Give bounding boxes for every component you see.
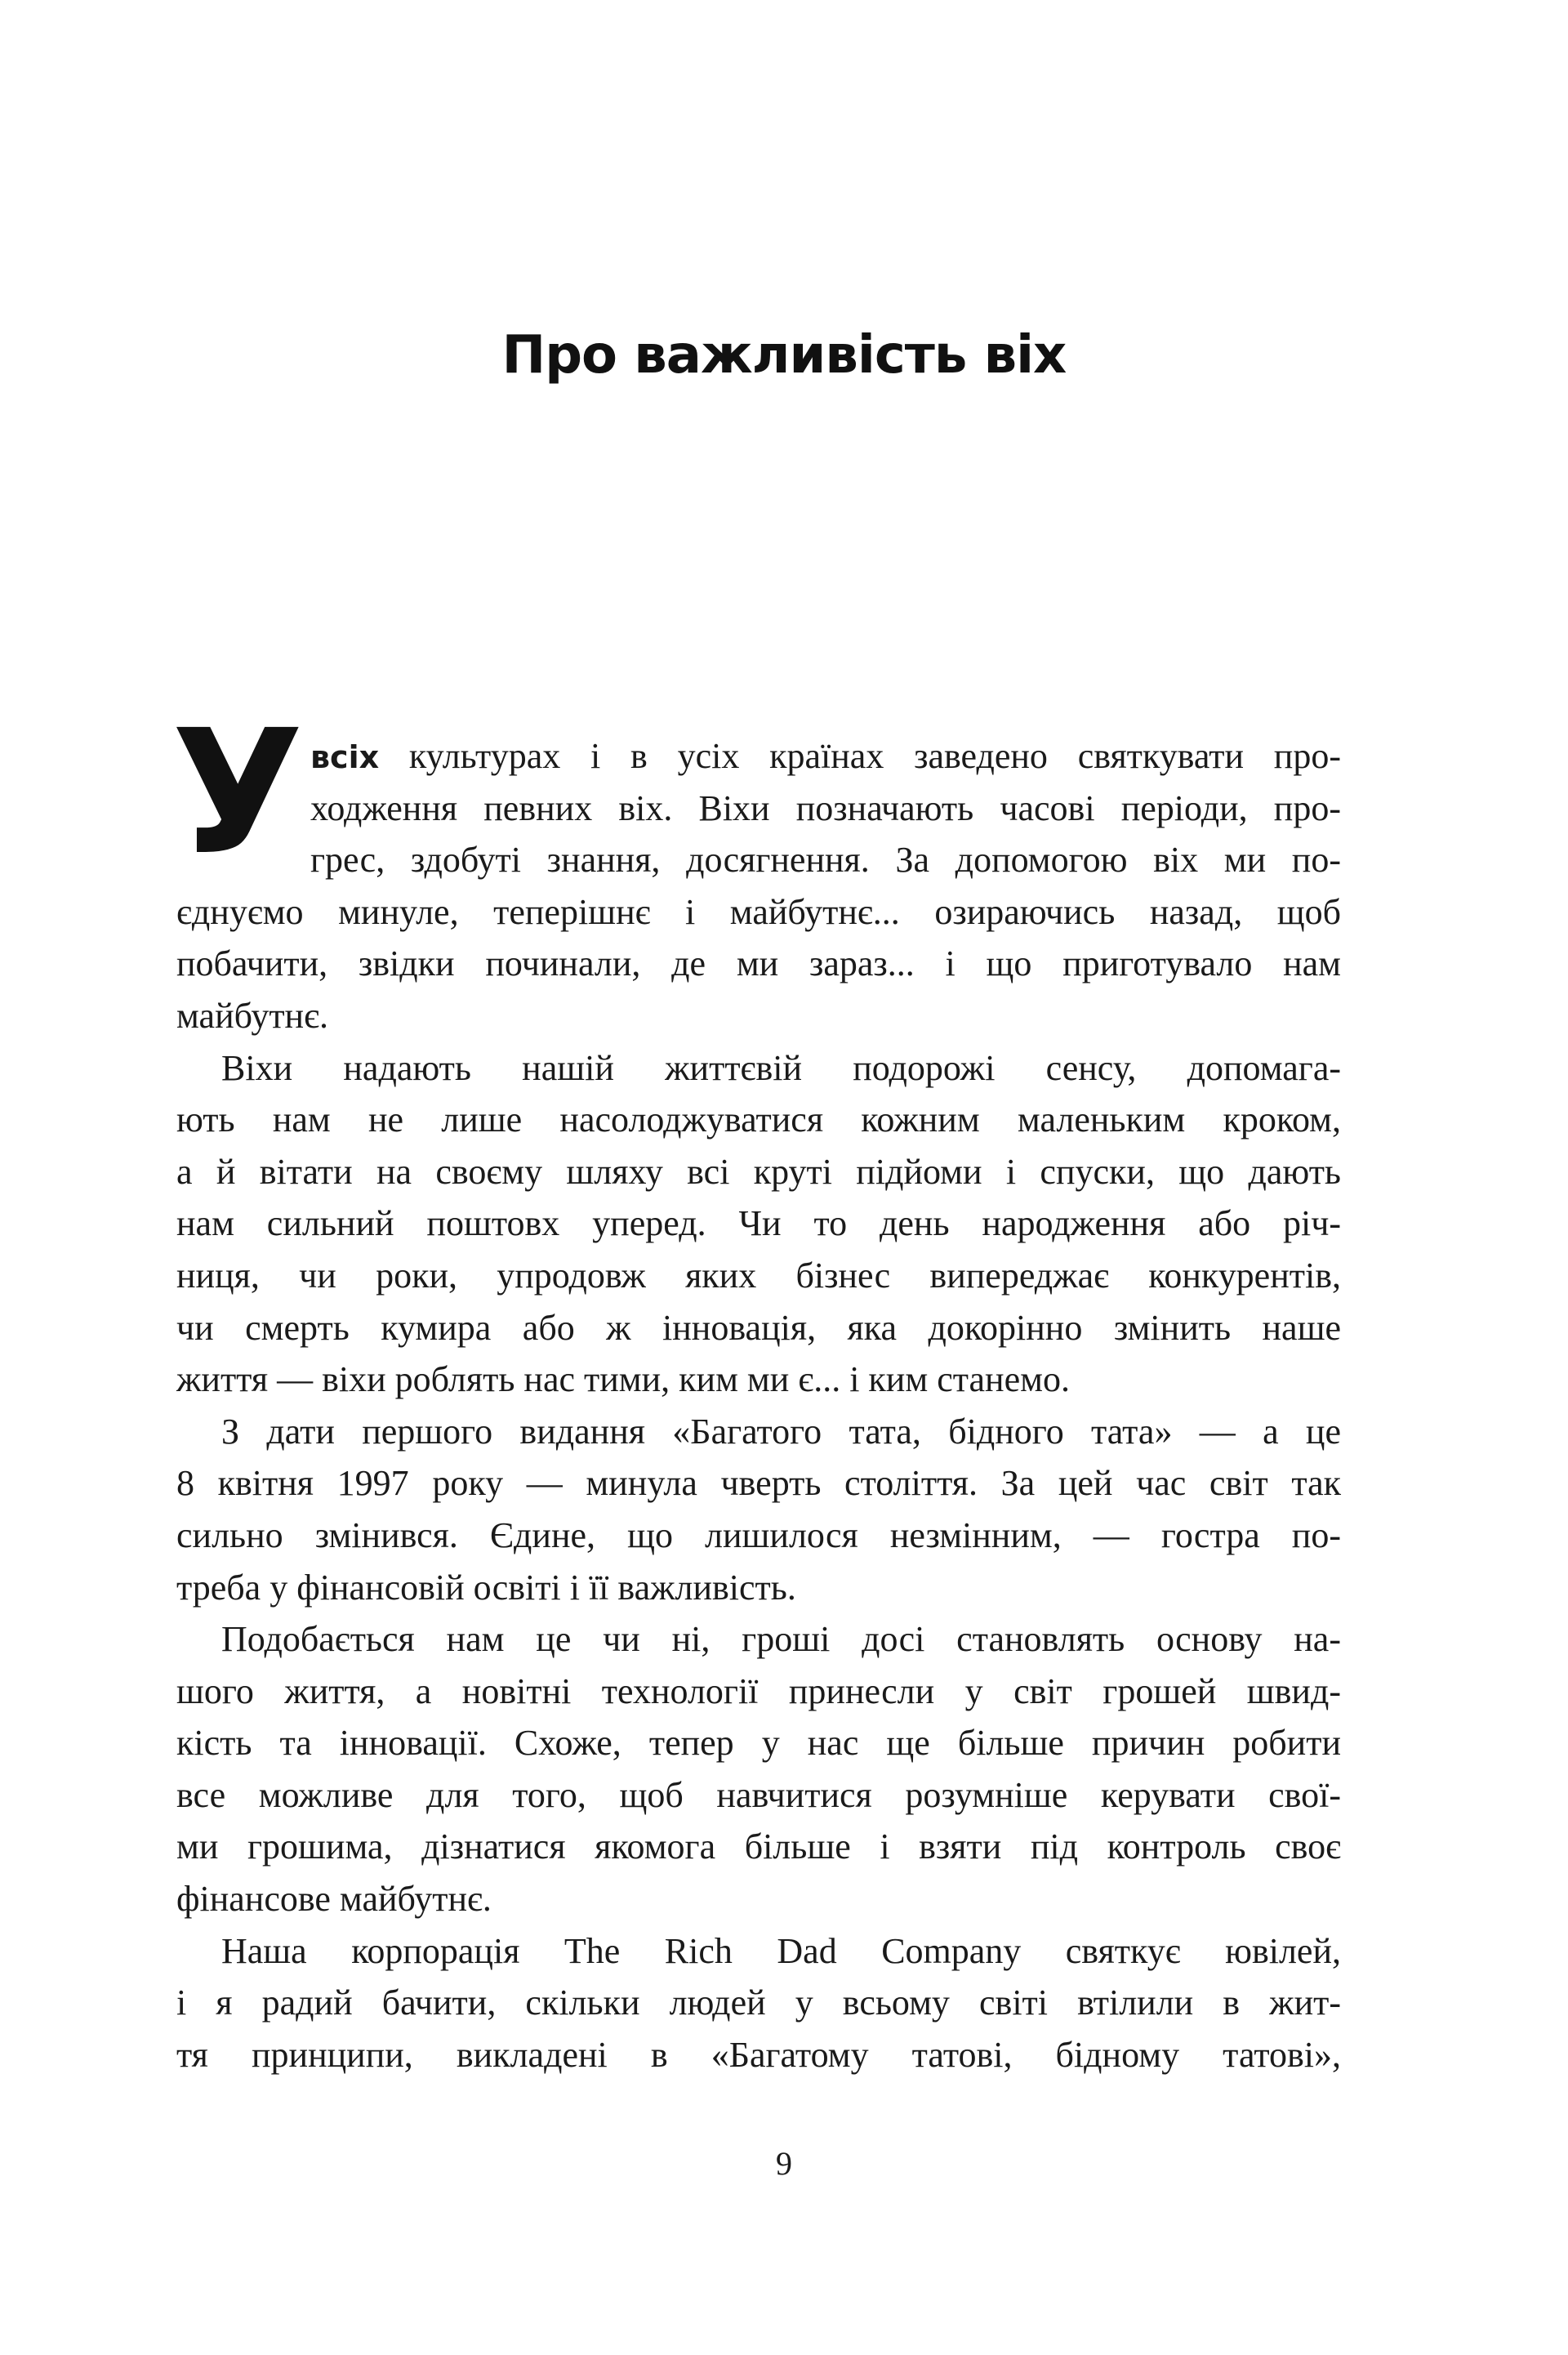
text-line: Подобається нам це чи ні, гроші досі становлять основу на- (221, 1619, 1341, 1660)
page-number: 9 (776, 2145, 792, 2182)
drop-cap: У (172, 693, 304, 893)
text-line: Віхи надають нашій життєвій подорожі сенсу, допомага- (221, 1047, 1341, 1088)
text-line: чи смерть кумира або ж інновація, яка докорінно змінить наше (176, 1307, 1341, 1348)
text-line: сильно змінився. Єдине, що лишилося незмінним, — гостра по- (176, 1514, 1341, 1555)
text-line: майбутнє. (176, 995, 328, 1036)
text-line: ми грошима, дізнатися якомога більше і взяти під контроль своє (176, 1826, 1341, 1867)
text-line: грес, здобуті знання, досягнення. За допомогою віх ми по- (310, 840, 1341, 881)
text-line (310, 730, 1341, 783)
body-text (176, 730, 1341, 2081)
text-line: побачити, звідки починали, де ми зараз... і що приготувало нам (176, 943, 1341, 984)
text-line: 8 квітня 1997 року — минула чверть століття. За цей час світ так (176, 1463, 1341, 1504)
text-line: ють нам не лише насолоджуватися кожним маленьким кроком, (176, 1099, 1341, 1140)
text-line: Наша корпорація The Rich Dad Company святкує ювілей, (221, 1930, 1341, 1971)
line-text: культурах і в усіх країнах заведено святкувати про- (408, 736, 1341, 776)
text-line: шого життя, а новітні технології принесли у світ грошей швид- (176, 1670, 1341, 1711)
text-line: фінансове майбутнє. (176, 1879, 492, 1920)
text-line: ниця, чи роки, упродовж яких бізнес випереджає конкурентів, (176, 1255, 1341, 1296)
text-line: нам сильний поштовх уперед. Чи то день народження або річ- (176, 1203, 1341, 1244)
text-line: треба у фінансовій освіті і її важливість. (176, 1567, 796, 1608)
text-line: все можливе для того, щоб навчитися розумніше керувати свої- (176, 1774, 1341, 1815)
chapter-title: Про важливість віх (501, 325, 1067, 386)
text-line: і я радий бачити, скільки людей у всьому світі втілили в жит- (176, 1983, 1341, 2023)
text-line: З дати першого видання «Багатого тата, бідного тата» — а це (221, 1411, 1341, 1452)
text-line: кість та інновації. Схоже, тепер у нас ще більше причин робити (176, 1723, 1341, 1764)
text-line: життя — віхи роблять нас тими, ким ми є... і ким станемо. (176, 1359, 1070, 1400)
text-line: тя принципи, викладені в «Багатому татові, бідному татові», (176, 2034, 1341, 2075)
text-line: ходження певних віх. Віхи позначають часові періоди, про- (310, 787, 1341, 828)
text-line: а й вітати на своєму шляху всі круті підйоми і спуски, що дають (176, 1151, 1341, 1192)
lead-word: всіх (310, 739, 380, 775)
text-line: єднуємо минуле, теперішнє і майбутнє... озираючись назад, щоб (176, 891, 1341, 932)
